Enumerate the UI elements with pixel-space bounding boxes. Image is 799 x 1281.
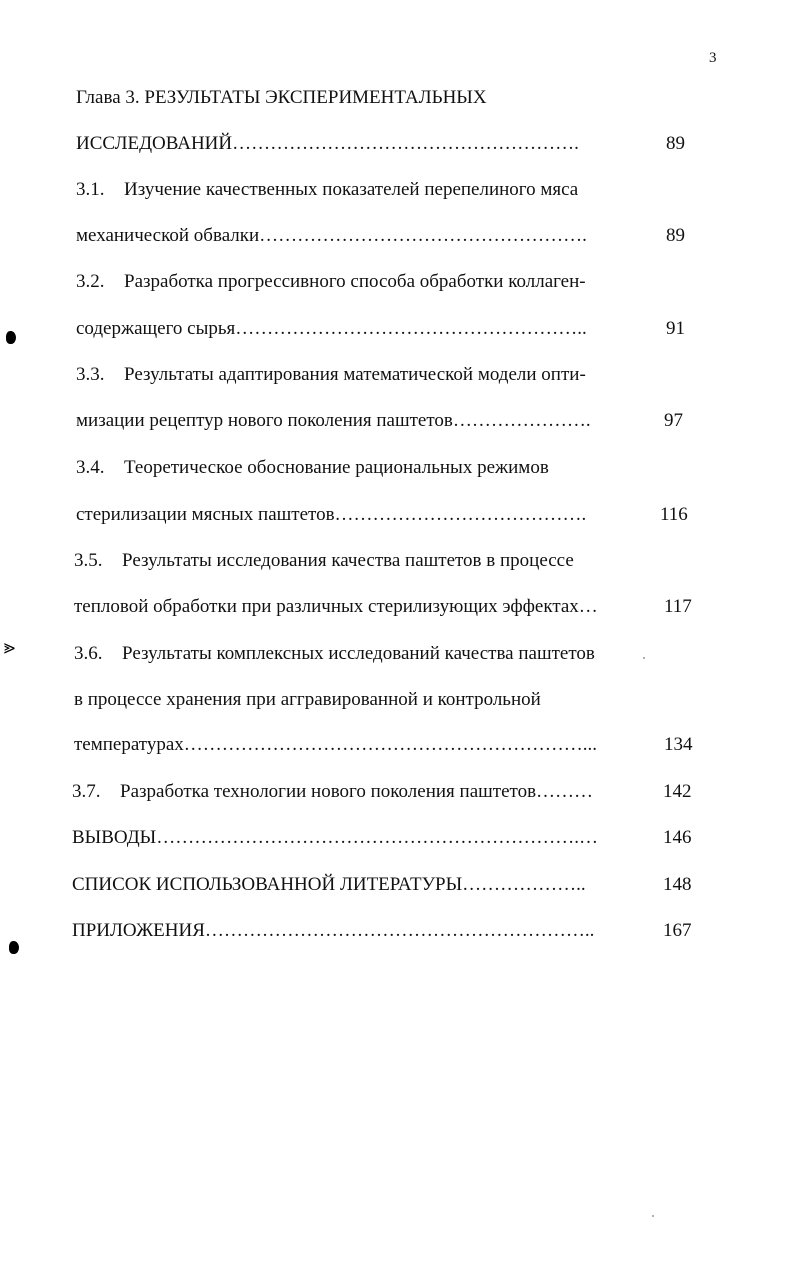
toc-page-number: 116 xyxy=(660,504,688,525)
toc-page-number: 91 xyxy=(666,318,685,339)
page-number: 3 xyxy=(709,50,717,66)
toc-entry-3-4-line2: стерилизации мясных паштетов…………………………………. xyxy=(76,504,587,525)
toc-page-number: 146 xyxy=(663,827,692,848)
section-number: 3.5. xyxy=(74,550,103,571)
toc-entry-3-2-line1 xyxy=(76,270,586,294)
toc-entry-chapter3-line1: Глава 3. РЕЗУЛЬТАТЫ ЭКСПЕРИМЕНТАЛЬНЫХ xyxy=(76,87,487,108)
toc-page-number: 117 xyxy=(664,596,692,617)
toc-entry-references: СПИСОК ИСПОЛЬЗОВАННОЙ ЛИТЕРАТУРЫ……………….. xyxy=(72,874,586,895)
toc-entry-conclusions: ВЫВОДЫ………………………………………………………….… xyxy=(72,827,598,848)
section-title: Результаты адаптирования математической модели опти- xyxy=(124,364,586,385)
section-title: Разработка технологии нового поколения паштетов……… xyxy=(120,781,594,802)
toc-entry-3-5-line2: тепловой обработки при различных стерилизующих эффектах… xyxy=(74,596,598,617)
toc-entry-3-1-line1 xyxy=(76,178,578,202)
section-number: 3.3. xyxy=(76,364,105,385)
toc-entry-3-6-line3: температурах………………………………………………………... xyxy=(74,734,598,755)
section-number: 3.1. xyxy=(76,179,105,200)
section-title: Результаты комплексных исследований качества паштетов xyxy=(122,643,595,664)
toc-page-number: 148 xyxy=(663,874,692,895)
section-title: Результаты исследования качества паштетов в процессе xyxy=(122,550,574,571)
scan-speck-mark xyxy=(652,1215,654,1217)
toc-page-number: 89 xyxy=(666,225,685,246)
toc-page-number: 134 xyxy=(664,734,693,755)
toc-page-number: 167 xyxy=(663,920,692,941)
scan-speck-mark xyxy=(643,657,645,659)
section-title: Изучение качественных показателей перепелиного мяса xyxy=(124,179,579,200)
toc-entry-3-7-line1 xyxy=(72,780,593,804)
section-number: 3.4. xyxy=(76,457,105,478)
toc-page-number: 142 xyxy=(663,781,692,802)
toc-entry-chapter3-line2: ИССЛЕДОВАНИЙ………………………………………………. xyxy=(76,133,579,154)
toc-entry-3-5-line1 xyxy=(74,549,574,573)
scan-blot-mark xyxy=(9,941,19,954)
scan-hook-mark: ⪢ xyxy=(4,634,16,658)
section-number: 3.7. xyxy=(72,781,101,802)
section-title: Разработка прогрессивного способа обработки коллаген- xyxy=(124,271,586,292)
toc-entry-3-2-line2: содержащего сырья……………………………………………….. xyxy=(76,318,587,339)
toc-entry-3-6-line2: в процессе хранения при аггравированной и контрольной xyxy=(74,689,541,710)
toc-page-number: 97 xyxy=(664,410,683,431)
toc-entry-appendices: ПРИЛОЖЕНИЯ…………………………………………………….. xyxy=(72,920,595,941)
section-title: Теоретическое обоснование рациональных режимов xyxy=(124,457,549,478)
toc-page-number: 89 xyxy=(666,133,685,154)
toc-entry-3-1-line2: механической обвалки……………………………………………. xyxy=(76,225,587,246)
toc-entry-3-6-line1 xyxy=(74,642,595,666)
section-number: 3.6. xyxy=(74,643,103,664)
toc-entry-3-4-line1 xyxy=(76,456,549,480)
toc-entry-3-3-line2: мизации рецептур нового поколения паштетов…………………. xyxy=(76,410,591,431)
section-number: 3.2. xyxy=(76,271,105,292)
scan-blot-mark xyxy=(6,331,16,344)
toc-entry-3-3-line1 xyxy=(76,363,586,387)
